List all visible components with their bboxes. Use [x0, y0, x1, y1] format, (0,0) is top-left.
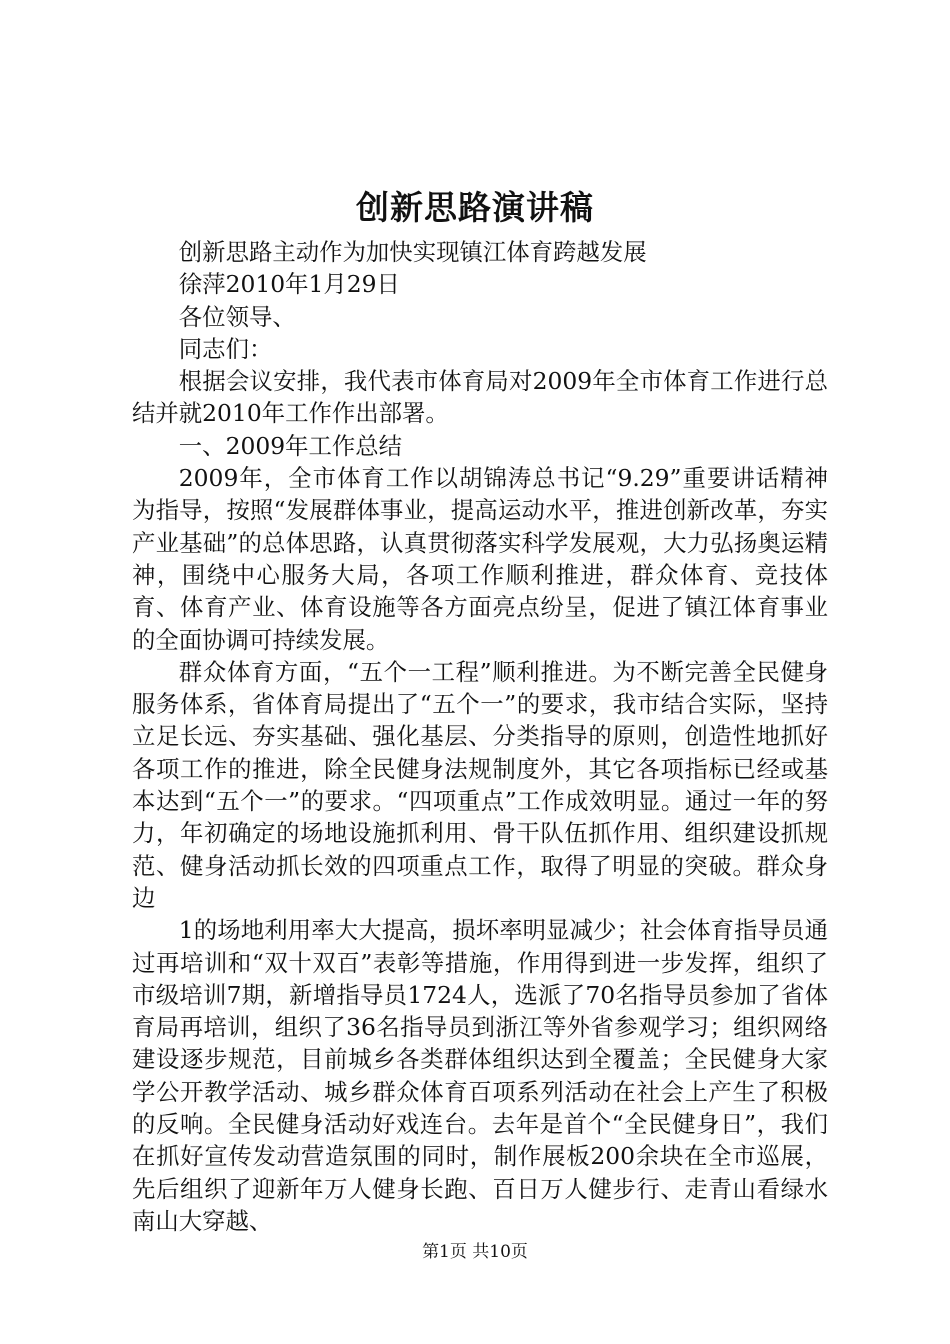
- paragraph-greeting-1: 各位领导、: [178, 302, 296, 331]
- paragraph-author-date: 徐萍2010年1月29日: [178, 270, 400, 299]
- paragraph-intro: 根据会议安排，我代表市体育局对2009年全市体育工作进行总结并就2010年工作作出部署。: [132, 367, 828, 428]
- paragraph-greeting-2: 同志们：: [178, 334, 273, 363]
- paragraph-summary: 2009年，全市体育工作以胡锦涛总书记“9.29”重要讲话精神为指导，按照“发展群体事业，提高运动水平，推进创新改革，夯实产业基础”的总体思路，认真贯彻落实科学发展观，大力弘扬奥运精神，围绕中心服务大局，各项工作顺利推进，群众体育、竞技体育、体育产业、体育设施等各方面亮点纷呈，促进了镇江体育事业的全面协调可持续发展。: [132, 464, 828, 654]
- page-footer: 第1页 共10页: [422, 1242, 528, 1262]
- paragraph-mass-sports: 群众体育方面，“五个一工程”顺利推进。为不断完善全民健身服务体系，省体育局提出了“五个一”的要求，我市结合实际，坚持立足长远、夯实基础、强化基层、分类指导的原则，创造性地抓好各项工作的推进，除全民健身法规制度外，其它各项指标已经或基本达到“五个一”的要求。“四项重点”工作成效明显。通过一年的努力，年初确定的场地设施抓利用、骨干队伍抓作用、组织建设抓规范、健身活动抓长效的四项重点工作，取得了明显的突破。群众身边: [132, 657, 828, 912]
- paragraph-facilities: 1的场地利用率大大提高，损坏率明显减少；社会体育指导员通过再培训和“双十双百”表彰等措施，作用得到进一步发挥，组织了市级培训7期，新增指导员1724人，选派了70名指导员参加了省体育局再培训，组织了36名指导员到浙江等外省参观学习；组织网络建设逐步规范，目前城乡各类群体组织达到全覆盖；全民健身大家学公开教学活动、城乡群众体育百项系列活动在社会上产生了积极的反响。全民健身活动好戏连台。去年是首个“全民健身日”，我们在抓好宣传发动营造氛围的同时，制作展板200余块在全市巡展，先后组织了迎新年万人健身长跑、百日万人健步行、走青山看绿水南山大穿越、: [132, 916, 828, 1235]
- section-heading: 一、2009年工作总结: [178, 431, 403, 460]
- document-body: [132, 236, 828, 1237]
- document-title: 创新思路演讲稿: [356, 188, 594, 227]
- paragraph-subtitle: 创新思路主动作为加快实现镇江体育跨越发展: [178, 238, 647, 266]
